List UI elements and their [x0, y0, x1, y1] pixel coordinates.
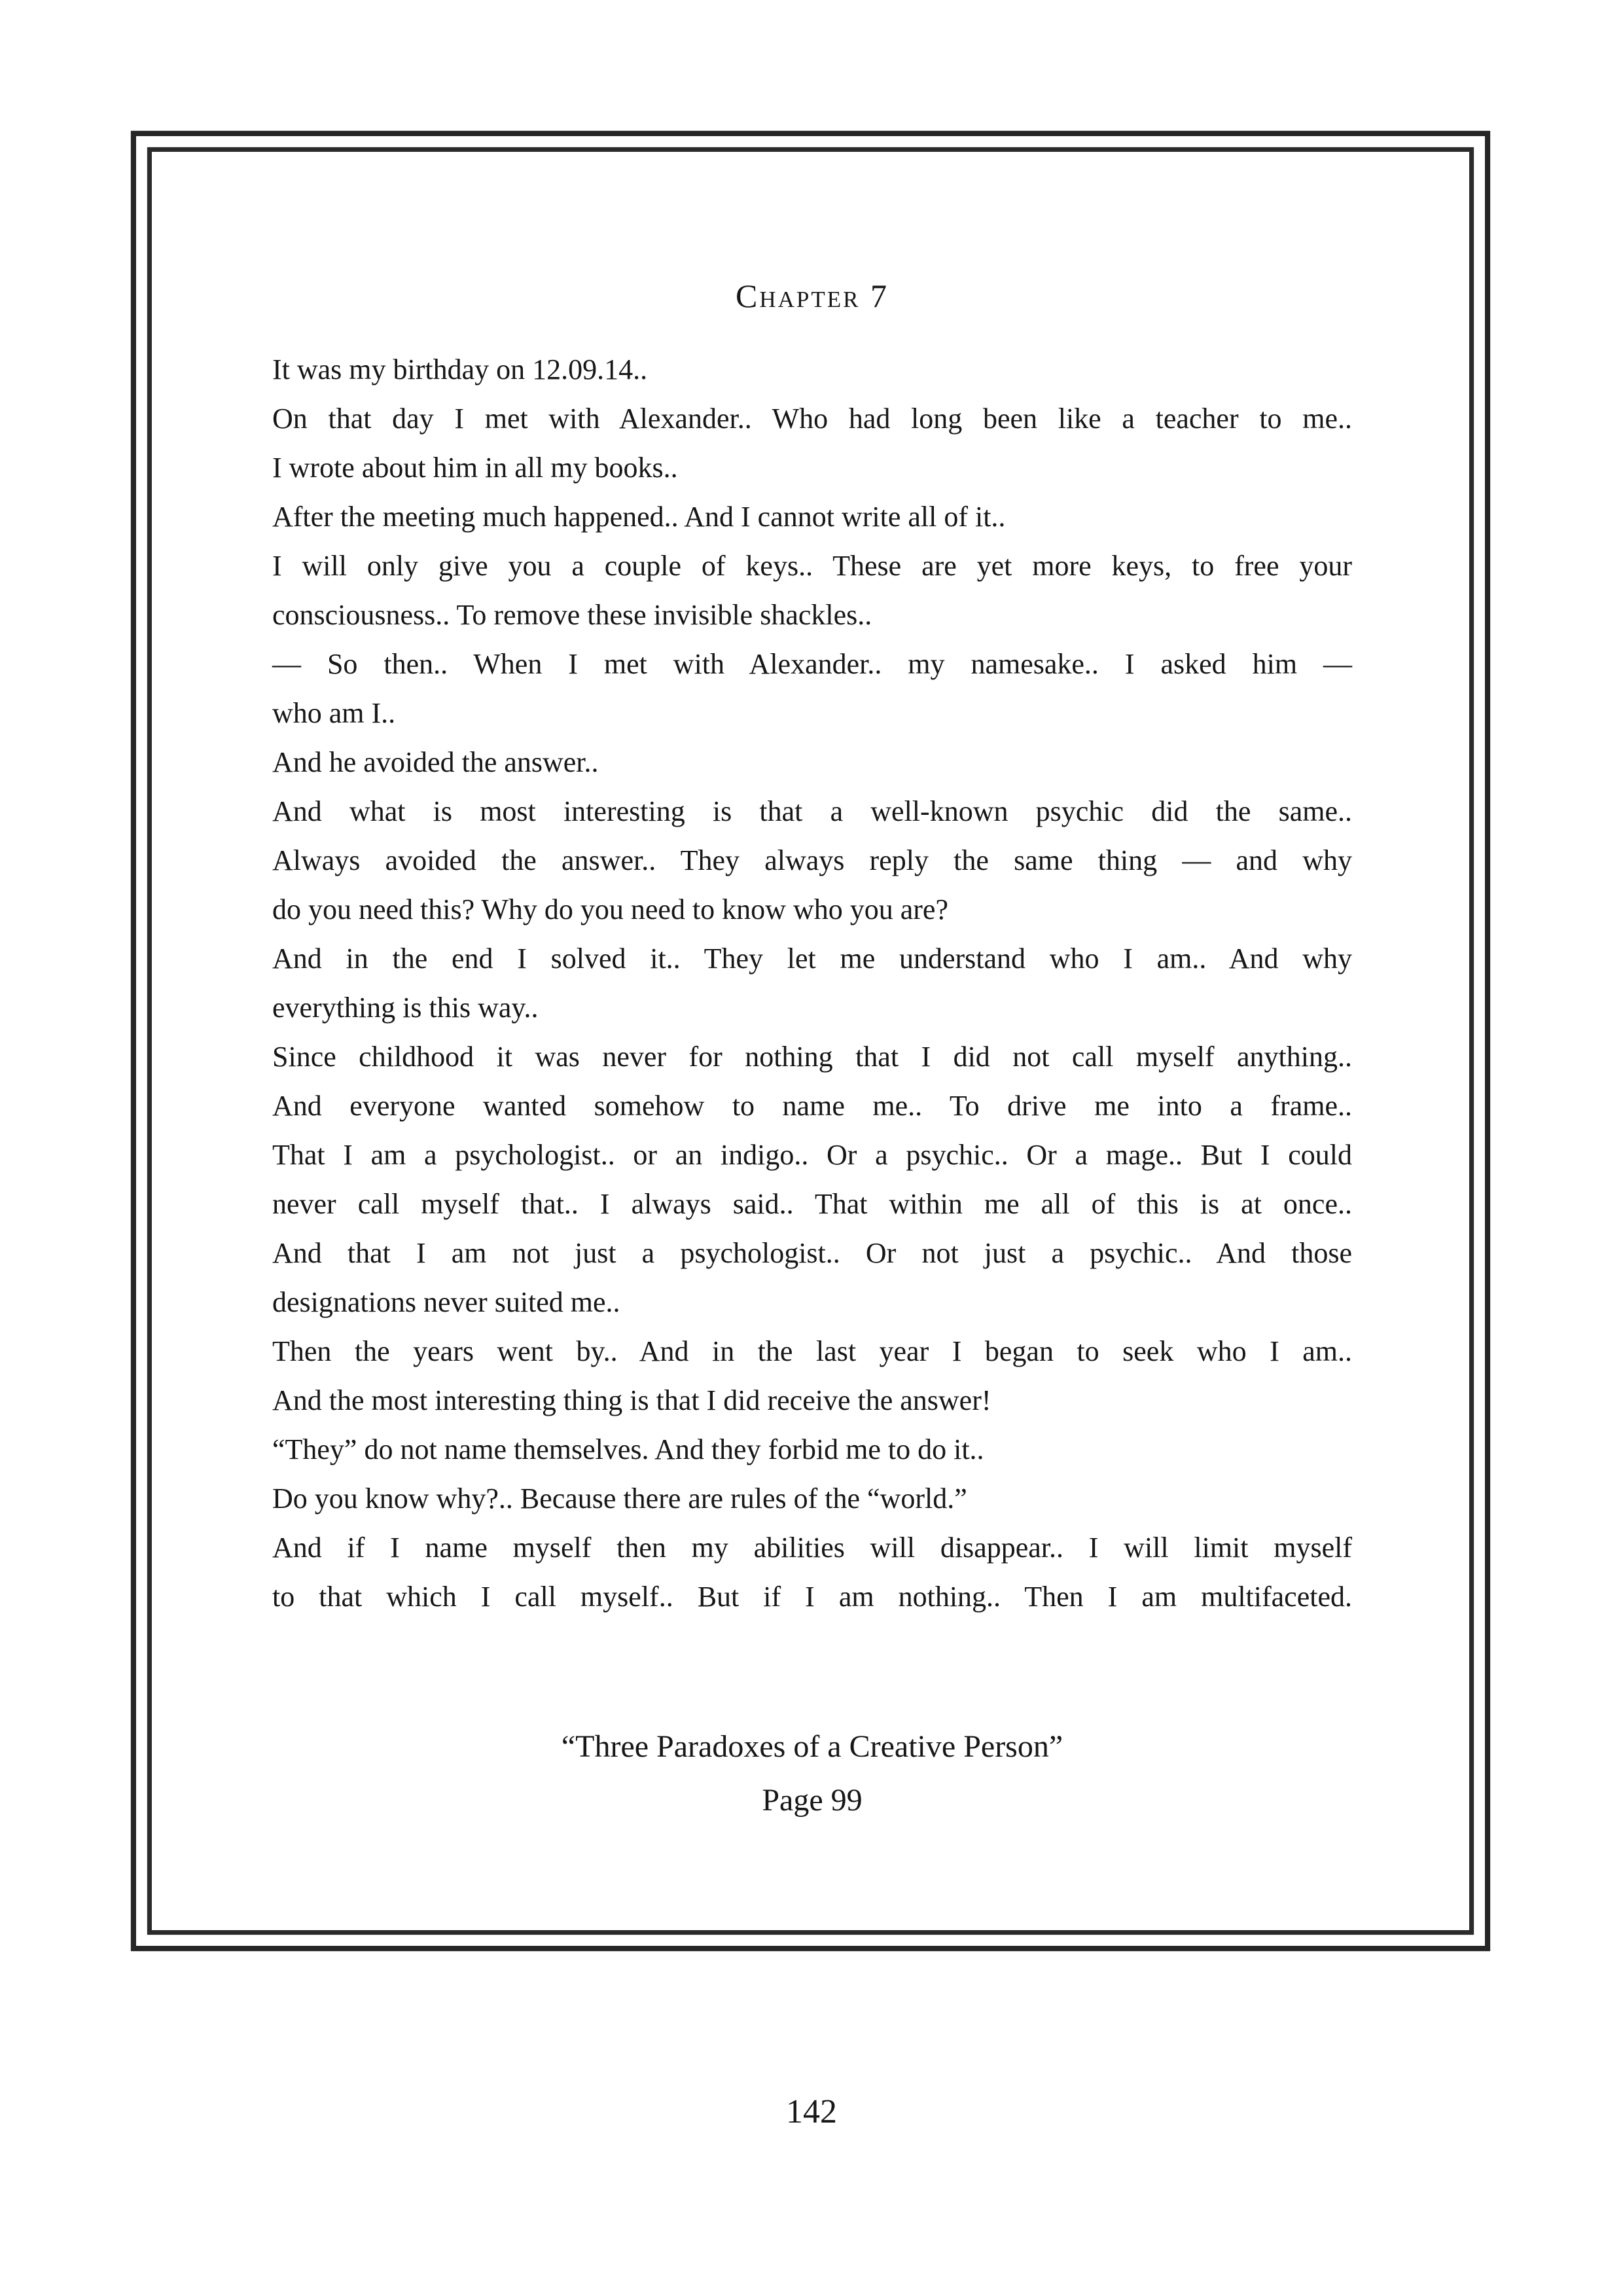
body-line: I will only give you a couple of keys.. These are yet more keys, to free your — [272, 550, 1352, 582]
body-line: “They” do not name themselves. And they forbid me to do it.. — [272, 1433, 984, 1465]
chapter-heading: Chapter 7 — [736, 278, 889, 314]
body-text — [272, 345, 1352, 1621]
body-line: Then the years went by.. And in the last year I began to seek who I am.. — [272, 1335, 1352, 1367]
body-line: to that which I call myself.. But if I am nothing.. Then I am multifaceted. — [272, 1581, 1352, 1613]
body-line: Since childhood it was never for nothing that I did not call myself anything.. — [272, 1041, 1352, 1073]
body-line: Do you know why?.. Because there are rules of the “world.” — [272, 1482, 967, 1515]
citation-block — [272, 1720, 1352, 1827]
body-line: It was my birthday on 12.09.14.. — [272, 353, 648, 386]
body-line: And what is most interesting is that a well-known psychic did the same.. — [272, 795, 1352, 827]
citation-title: “Three Paradoxes of a Creative Person” — [561, 1729, 1063, 1764]
body-line: After the meeting much happened.. And I cannot write all of it.. — [272, 501, 1006, 533]
body-line: never call myself that.. I always said.. That within me all of this is at once.. — [272, 1188, 1352, 1220]
body-line: And everyone wanted somehow to name me.. To drive me into a frame.. — [272, 1090, 1352, 1122]
body-line: On that day I met with Alexander.. Who had long been like a teacher to me.. — [272, 403, 1352, 435]
body-line: That I am a psychologist.. or an indigo.. Or a psychic.. Or a mage.. But I could — [272, 1139, 1352, 1171]
body-line: designations never suited me.. — [272, 1286, 620, 1318]
body-line: And in the end I solved it.. They let me understand who I am.. And why — [272, 942, 1352, 975]
body-line: Always avoided the answer.. They always reply the same thing — and why — [272, 844, 1352, 876]
citation-page-ref: Page 99 — [762, 1783, 863, 1818]
body-line: do you need this? Why do you need to know who you are? — [272, 893, 948, 925]
body-line: And if I name myself then my abilities will disappear.. I will limit myself — [272, 1532, 1352, 1564]
body-line: consciousness.. To remove these invisible shackles.. — [272, 599, 872, 631]
body-line: — So then.. When I met with Alexander.. my namesake.. I asked him — — [272, 648, 1352, 680]
body-line: I wrote about him in all my books.. — [272, 452, 678, 484]
page-number: 142 — [786, 2093, 837, 2130]
body-line: And the most interesting thing is that I did receive the answer! — [272, 1384, 991, 1416]
body-line: everything is this way.. — [272, 992, 539, 1024]
body-line: And that I am not just a psychologist.. Or not just a psychic.. And those — [272, 1237, 1352, 1269]
body-line: And he avoided the answer.. — [272, 746, 599, 778]
body-line: who am I.. — [272, 697, 396, 729]
